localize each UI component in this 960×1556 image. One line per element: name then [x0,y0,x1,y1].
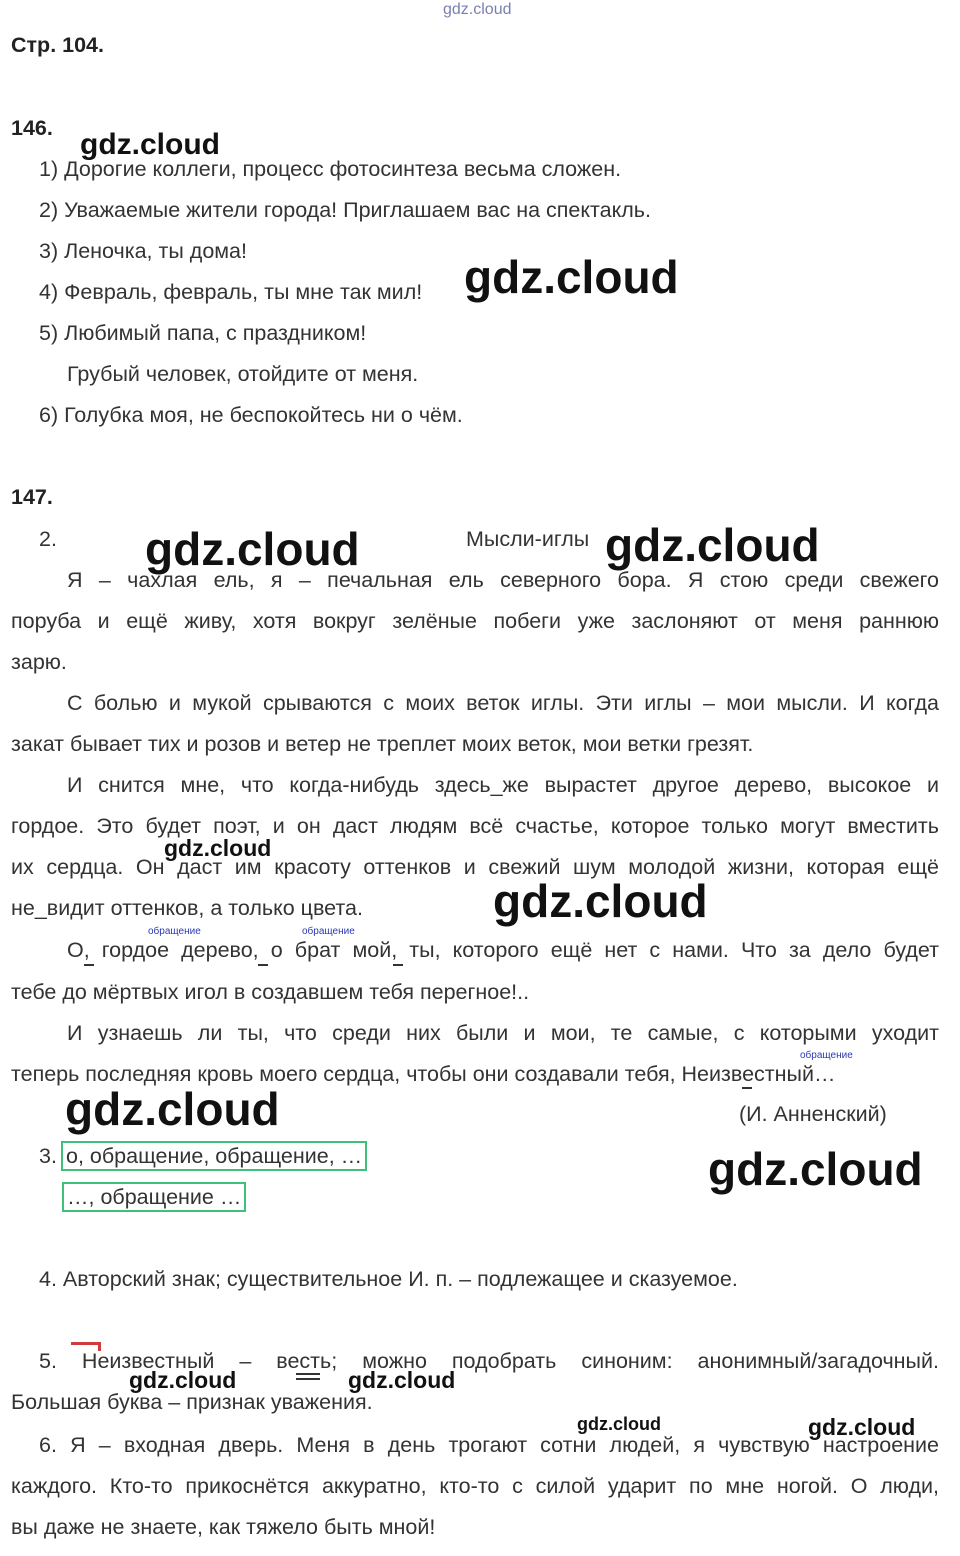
poem-line-12: И узнаешь ли ты, что среди них были и мои, те самые, с которыми уходит [67,1021,939,1045]
annotation-address-3: обращение [800,1050,853,1061]
comma-underline-2 [258,964,268,966]
ex147-item-6-line-3: вы даже не знаете, как тяжело быть мной! [11,1515,436,1539]
poem-line-1: Я – чахлая ель, я – печальная ель северного бора. Я стою среди свежего [67,568,939,592]
watermark: gdz.cloud [577,1414,661,1434]
ex146-line-6: 6) Голубка моя, не беспокойтесь ни о чём. [39,403,463,427]
poem-line-4: С болью и мукой срываются с моих веток иглы. Эти иглы – мои мысли. И когда [67,691,939,715]
watermark-top: gdz.cloud [443,1,512,18]
exercise-147-number: 147. [11,485,53,509]
ex146-line-3: 3) Леночка, ты дома! [39,239,247,263]
watermark: gdz.cloud [605,519,820,571]
double-underline [296,1373,320,1380]
ex146-line-4: 4) Февраль, февраль, ты мне так мил! [39,280,423,304]
poem-line-2: поруба и ещё живу, хотя вокруг зелёные побеги уже заслоняют от меня раннюю [11,609,939,633]
watermark: gdz.cloud [493,875,708,927]
watermark: gdz.cloud [129,1367,237,1393]
poem-line-9: не_видит оттенков, а только цвета. [11,896,363,920]
annotation-address-2: обращение [302,926,355,937]
ex147-item-6-line-1: 6. Я – входная дверь. Меня в день трогают сотни людей, я чувствую настроение [39,1433,939,1457]
poem-line-3: зарю. [11,650,67,674]
ex147-item-4: 4. Авторский знак; существительное И. п. – подлежащее и сказуемое. [39,1267,738,1291]
ex146-line-5b: Грубый человек, отойдите от меня. [67,362,419,386]
poem-line-5: закат бывает тих и розов и ветер не треплет моих веток, мои ветки грезят. [11,732,754,756]
ex147-item-3-label: 3. [39,1144,57,1168]
comma-underline-4 [742,1087,752,1089]
poem-line-11: тебе до мёртвых игол в создавшем тебя перегное!.. [11,980,530,1004]
ex146-line-1: 1) Дорогие коллеги, процесс фотосинтеза весьма сложен. [39,157,622,181]
scheme-box-2: …, обращение … [62,1182,246,1212]
poem-title: Мысли-иглы [466,527,590,551]
page-title: Стр. 104. [11,33,104,57]
ex146-line-5: 5) Любимый папа, с праздником! [39,321,367,345]
ex147-item-5-line-1: 5. Неизвестный – весть; можно подобрать синоним: анонимный/загадочный. [39,1349,939,1373]
watermark: gdz.cloud [708,1143,923,1195]
ex147-item-5-line-2: Большая буква – признак уважения. [11,1390,373,1414]
watermark: gdz.cloud [80,128,220,161]
poem-line-8: их сердца. Он даст им красоту оттенков и свежий шум молодой жизни, которая ещё [11,855,939,879]
scheme-box-1: о, обращение, обращение, … [61,1141,367,1171]
ex146-line-2: 2) Уважаемые жители города! Приглашаем вас на спектакль. [39,198,651,222]
ex147-item-6-line-2: каждого. Кто-то прикоснётся аккуратно, кто-то с силой ударит по мне ногой. О люди, [11,1474,939,1498]
poem-line-13: теперь последняя кровь моего сердца, чтобы они создавали тебя, Неизвестный… [11,1062,836,1086]
poem-line-10: О, гордое дерево, о брат мой, ты, которого ещё нет с нами. Что за дело будет [67,938,939,962]
poem-author: (И. Анненский) [739,1102,887,1126]
ex147-item-2-label: 2. [39,527,57,551]
watermark: gdz.cloud [145,523,360,575]
watermark: gdz.cloud [348,1367,456,1393]
poem-line-6: И снится мне, что когда-нибудь здесь_же вырастет другое дерево, высокое и [67,773,939,797]
comma-underline-1 [84,964,94,966]
poem-line-7: гордое. Это будет поэт, и он даст людям всё счастье, которое только могут вместить [11,814,939,838]
watermark: gdz.cloud [808,1414,916,1440]
annotation-address-1: обращение [148,926,201,937]
watermark: gdz.cloud [464,251,679,303]
exercise-146-number: 146. [11,116,53,140]
comma-underline-3 [393,964,403,966]
watermark: gdz.cloud [164,835,272,861]
watermark: gdz.cloud [65,1083,280,1135]
